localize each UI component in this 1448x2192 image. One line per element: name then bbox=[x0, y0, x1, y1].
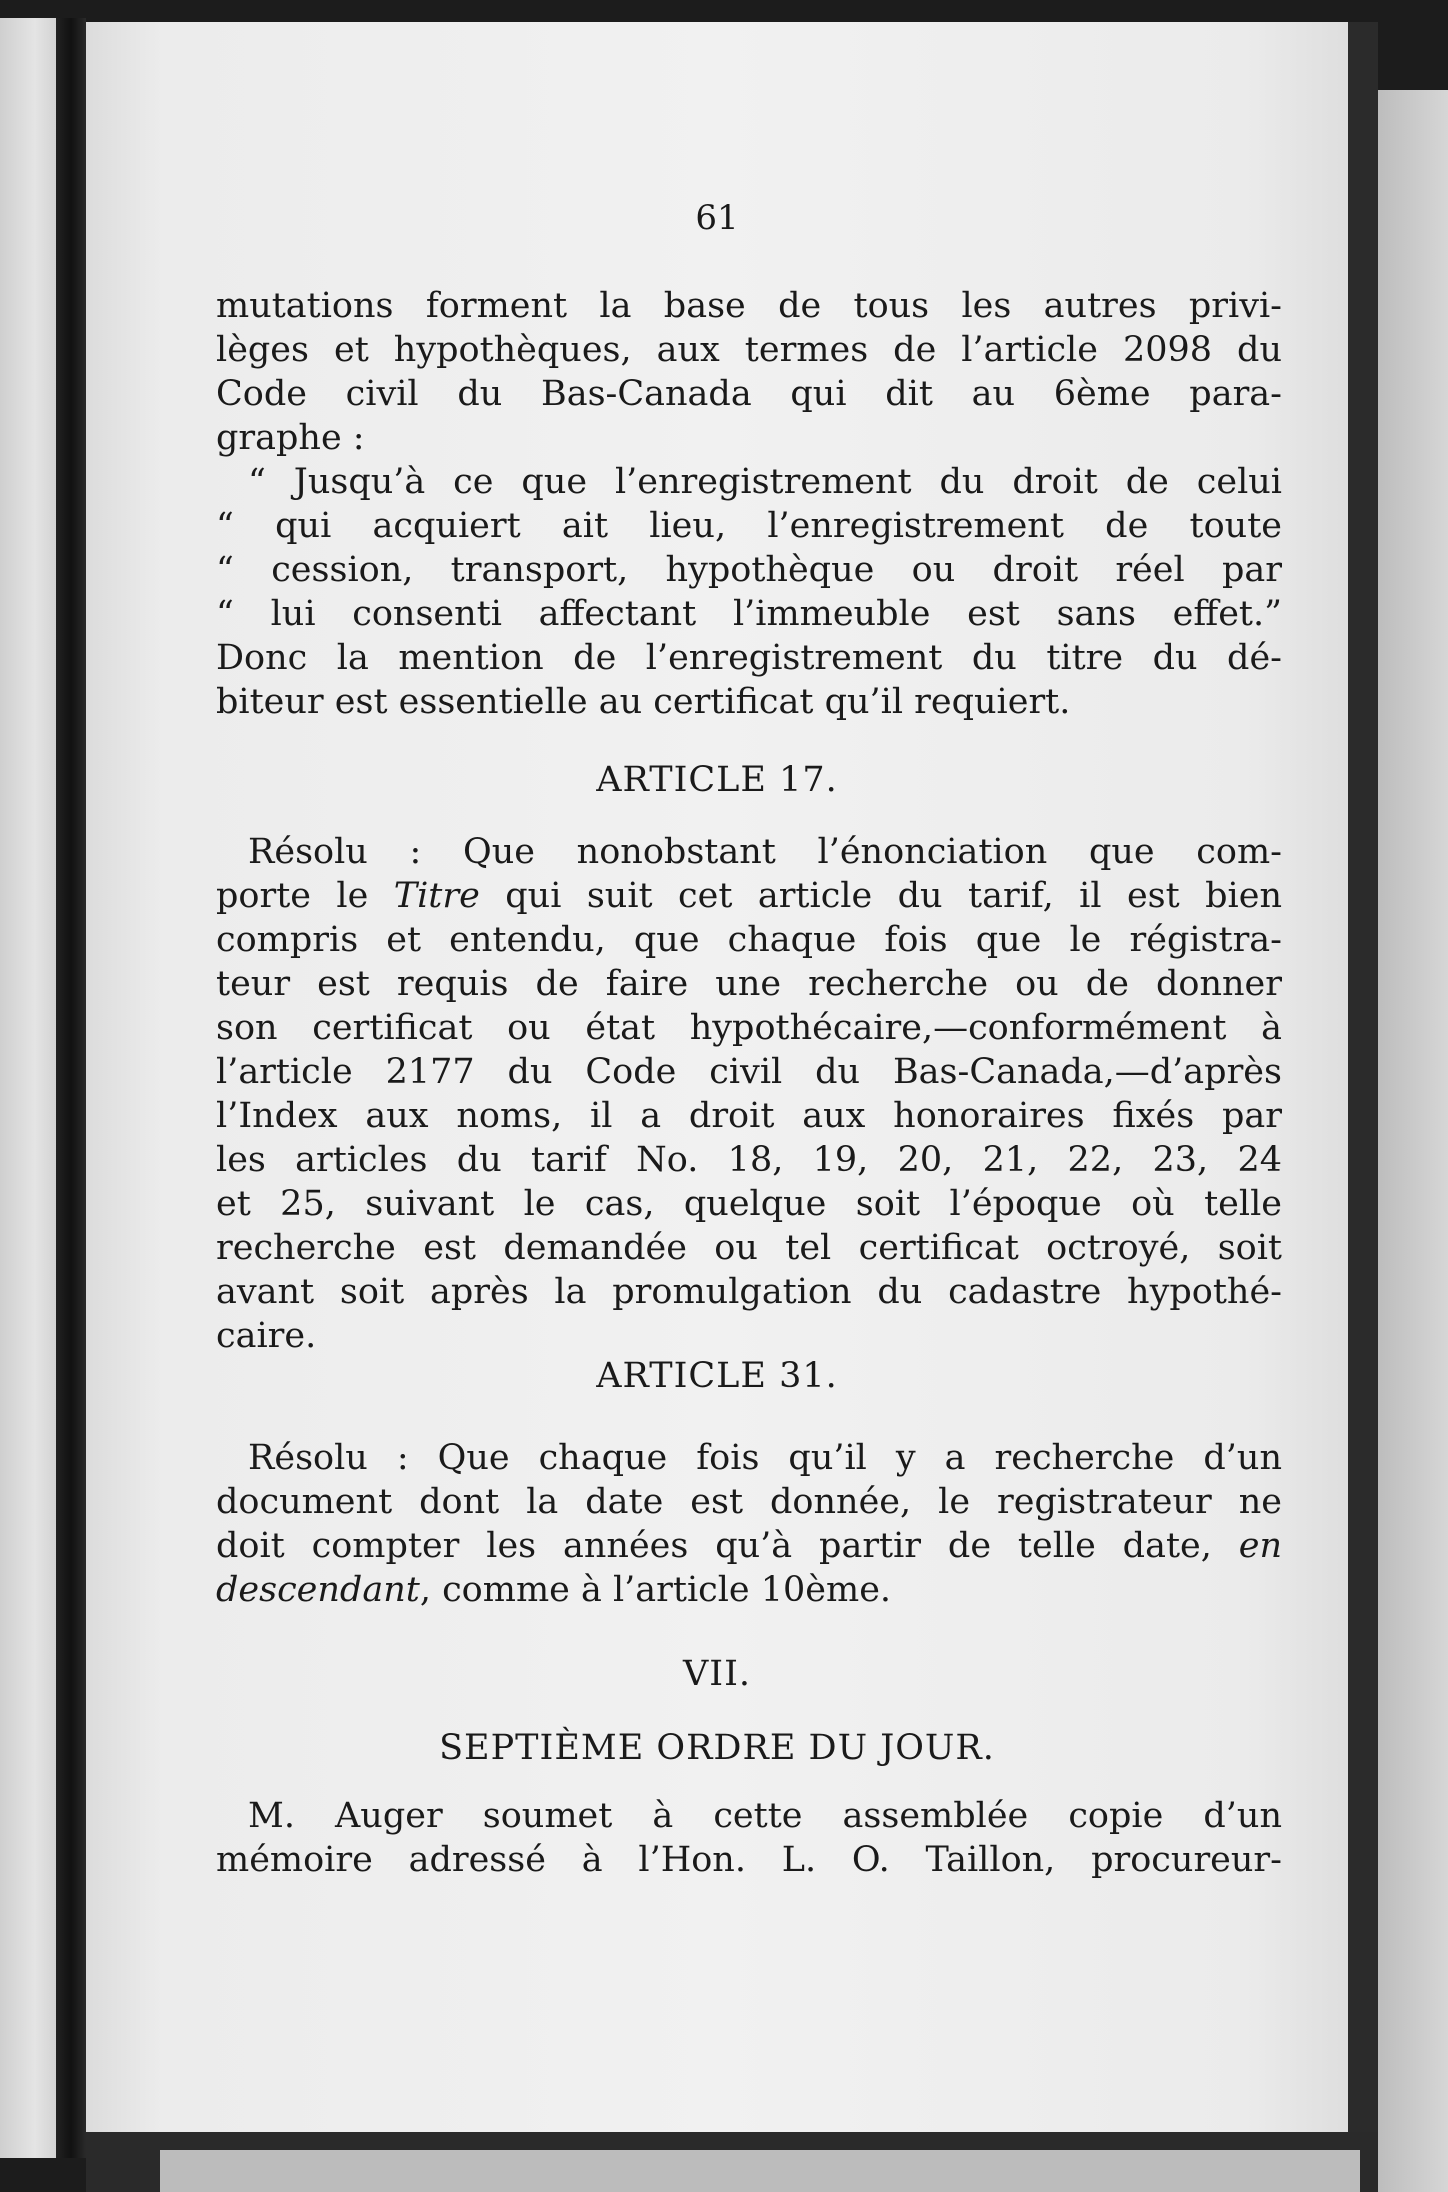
text-line: mémoire adressé à l’Hon. L. O. Taillon, procureur- bbox=[216, 1840, 1282, 1880]
text-line: et 25, suivant le cas, quelque soit l’époque où telle bbox=[216, 1184, 1282, 1224]
quote-line: “ cession, transport, hypothèque ou droit réel par bbox=[216, 550, 1282, 590]
article-31-body bbox=[216, 1436, 1282, 1612]
article-17-body bbox=[216, 830, 1282, 1358]
section-heading: SEPTIÈME ORDRE DU JOUR. bbox=[439, 1728, 995, 1768]
page-number: 61 bbox=[695, 198, 739, 238]
text-line: Code civil du Bas-Canada qui dit au 6ème para- bbox=[216, 374, 1282, 414]
text-line: caire. bbox=[216, 1316, 317, 1356]
text-line: l’article 2177 du Code civil du Bas-Canada,—d’après bbox=[216, 1052, 1282, 1092]
text-line: mutations forment la base de tous les autres privi- bbox=[216, 286, 1282, 326]
quote-line: “ lui consenti affectant l’immeuble est sans effet.” bbox=[216, 594, 1282, 634]
text-line: recherche est demandée ou tel certificat octroyé, soit bbox=[216, 1228, 1282, 1268]
section-numeral: VII. bbox=[682, 1654, 752, 1694]
quote-line: “ qui acquiert ait lieu, l’enregistrement de toute bbox=[216, 506, 1282, 546]
text-line: Résolu : Que nonobstant l’énonciation que com- bbox=[248, 832, 1282, 872]
article-17-heading: ARTICLE 17. bbox=[596, 760, 838, 800]
italic-title: Titre bbox=[393, 876, 480, 916]
text-line: M. Auger soumet à cette assemblée copie d’un bbox=[248, 1796, 1282, 1836]
quote-line: “ Jusqu’à ce que l’enregistrement du droit de celui bbox=[248, 462, 1282, 502]
quoted-article bbox=[216, 460, 1282, 724]
text-line: Résolu : Que chaque fois qu’il y a recherche d’un bbox=[248, 1438, 1282, 1478]
text-line: avant soit après la promulgation du cadastre hypothé- bbox=[216, 1272, 1282, 1312]
next-page-edge bbox=[1378, 90, 1448, 2192]
article-31-heading: ARTICLE 31. bbox=[596, 1356, 838, 1396]
text-line: graphe : bbox=[216, 418, 365, 458]
text-line: les articles du tarif No. 18, 19, 20, 21, 22, 23, 24 bbox=[216, 1140, 1282, 1180]
text-line: teur est requis de faire une recherche ou de donner bbox=[216, 964, 1282, 1004]
text-line: lèges et hypothèques, aux termes de l’article 2098 du bbox=[216, 330, 1282, 370]
text-line: compris et entendu, que chaque fois que le régistra- bbox=[216, 920, 1282, 960]
continuation-paragraph bbox=[216, 284, 1282, 460]
text-line: porte le Titre qui suit cet article du tarif, il est bien bbox=[216, 876, 1282, 916]
text-line: biteur est essentielle au certificat qu’il requiert. bbox=[216, 682, 1071, 722]
text-line: son certificat ou état hypothécaire,—conformément à bbox=[216, 1008, 1282, 1048]
italic-text: en bbox=[1238, 1526, 1282, 1566]
text-line: Donc la mention de l’enregistrement du titre du dé- bbox=[216, 638, 1282, 678]
text-line: doit compter les années qu’à partir de telle date, en bbox=[216, 1526, 1282, 1566]
text-line: document dont la date est donnée, le registrateur ne bbox=[216, 1482, 1282, 1522]
section-vii-body bbox=[216, 1794, 1282, 1882]
page-bottom-edge bbox=[160, 2150, 1360, 2192]
page-right-edge bbox=[1348, 22, 1378, 2132]
italic-text: descendant bbox=[216, 1570, 420, 1610]
book-gutter bbox=[56, 18, 86, 2158]
left-facing-page bbox=[0, 18, 58, 2158]
text-line: descendant, comme à l’article 10ème. bbox=[216, 1570, 892, 1610]
text-line: l’Index aux noms, il a droit aux honoraires fixés par bbox=[216, 1096, 1282, 1136]
book-page bbox=[86, 22, 1348, 2132]
